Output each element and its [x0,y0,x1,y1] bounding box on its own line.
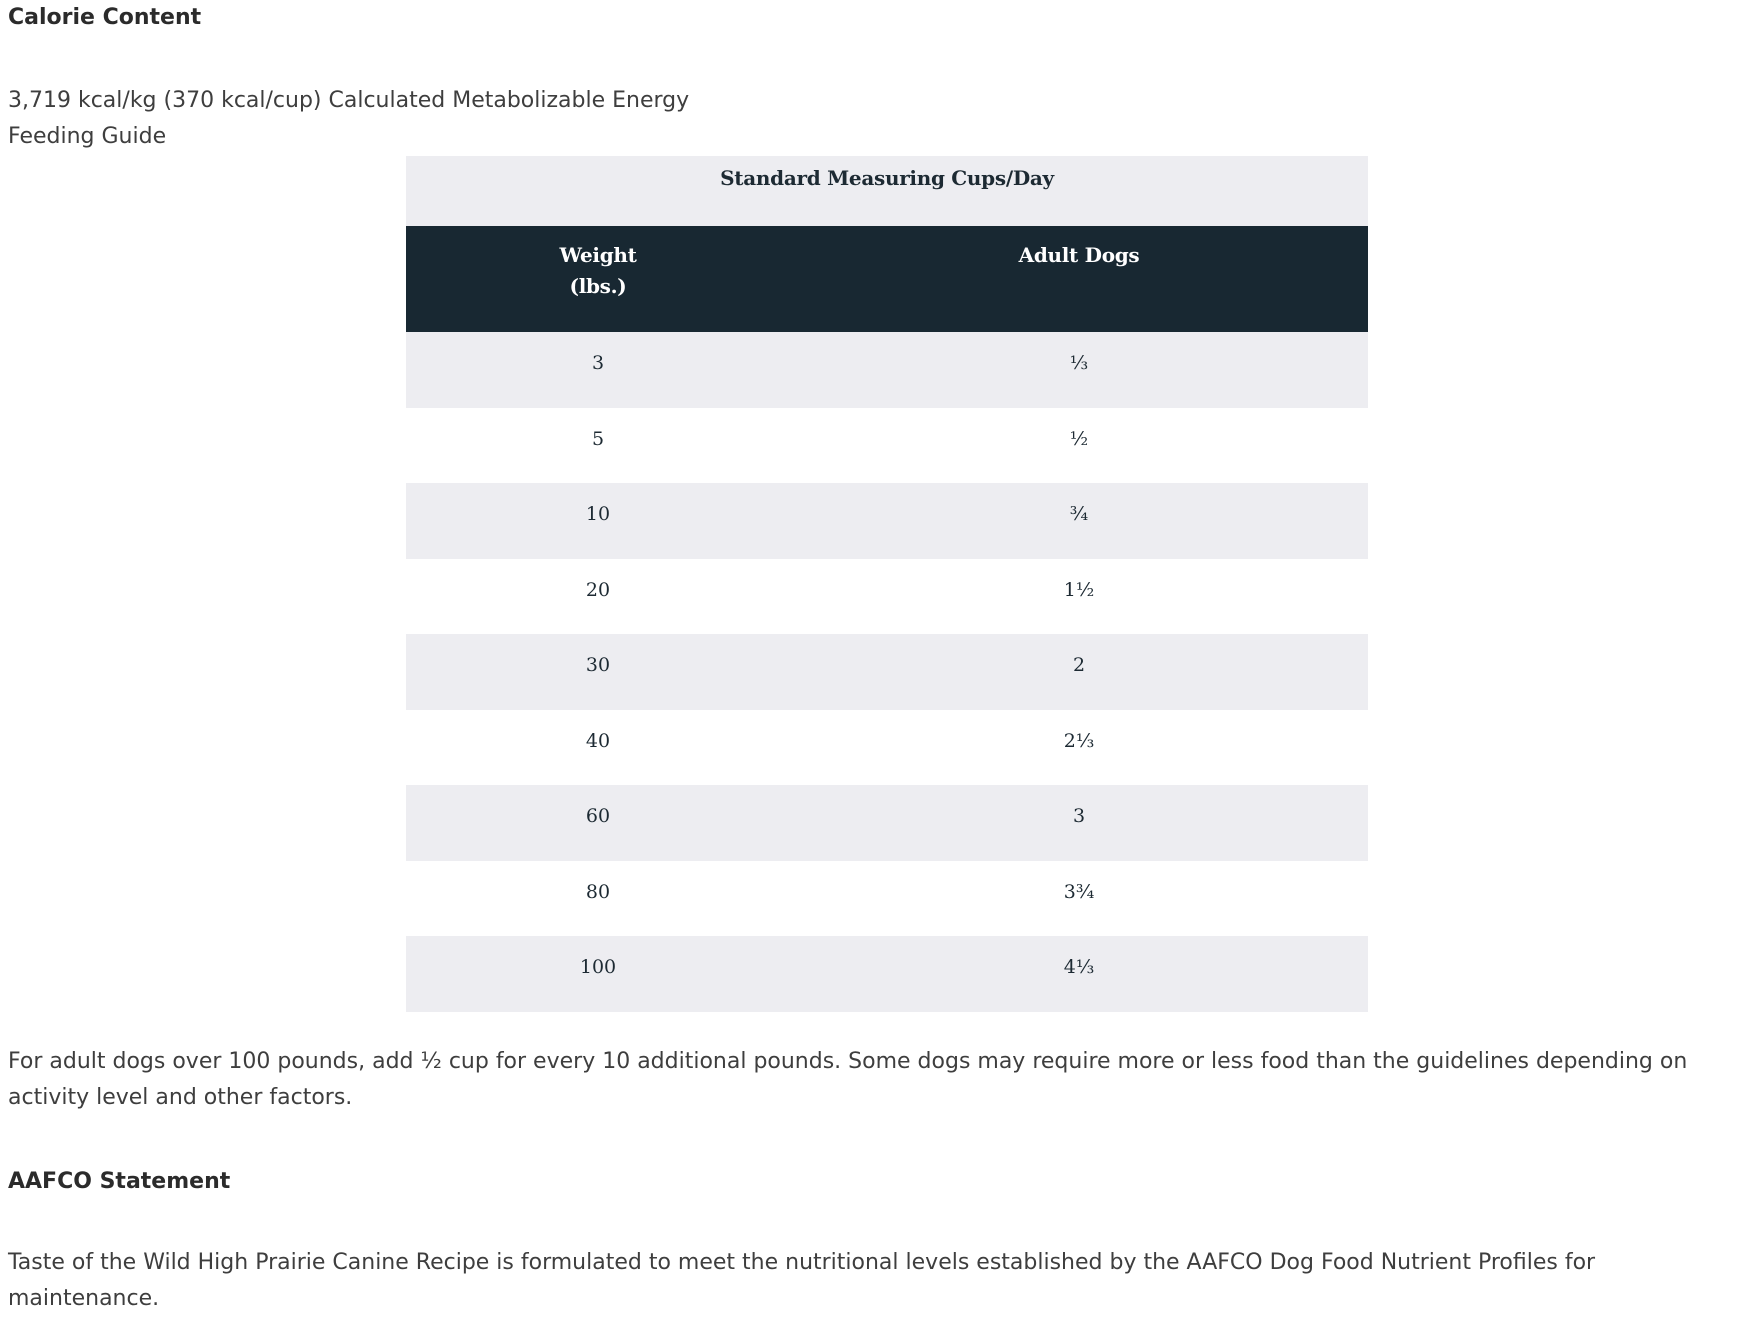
table-row [406,634,1368,710]
calorie-content-heading: Calorie Content [8,5,202,30]
weight-cell: 40 [585,729,611,752]
feeding-table-header [406,226,1368,332]
adult-dogs-column-header: Adult Dogs [1018,243,1140,267]
weight-header-line1: Weight [559,243,637,267]
weight-cell: 3 [591,352,605,374]
calorie-content-text: 3,719 kcal/kg (370 kcal/cup) Calculated Metabolizable Energy [8,88,690,113]
cups-cell: ½ [1069,427,1089,450]
cups-cell: 2⅓ [1063,729,1095,752]
cups-cell: 1½ [1063,578,1095,601]
table-row [406,936,1368,1012]
cups-cell: ⅓ [1069,352,1089,374]
weight-column-header [406,226,790,332]
table-row [406,332,1368,408]
weight-cell: 20 [585,578,611,601]
weight-cell: 80 [585,880,611,903]
aafco-statement-text: Taste of the Wild High Prairie Canine Recipe is formulated to meet the nutritional levels established by the AAFCO Dog Food Nutrient Profiles for maintenance. [8,1250,1596,1311]
table-row [406,861,1368,937]
weight-cell: 10 [585,503,611,525]
weight-cell: 30 [585,654,611,676]
aafco-statement-heading: AAFCO Statement [8,1169,231,1194]
table-row [406,785,1368,861]
weight-cell: 100 [579,956,617,978]
weight-cell: 60 [585,805,611,827]
table-row [406,710,1368,786]
table-row [406,559,1368,635]
feeding-table [406,156,1368,1008]
feeding-guide-label: Feeding Guide [8,124,167,149]
cups-cell: 2 [1072,654,1086,676]
table-row [406,408,1368,484]
cups-cell: 3¾ [1063,880,1095,903]
weight-header-line2: (lbs.) [569,274,627,298]
cups-cell: 3 [1072,805,1086,827]
feeding-table-caption: Standard Measuring Cups/Day [406,156,1368,226]
weight-cell: 5 [591,427,605,450]
cups-cell: 4⅓ [1063,956,1095,978]
cups-cell: ¾ [1069,503,1089,525]
table-row [406,483,1368,559]
adult-dogs-note: For adult dogs over 100 pounds, add ½ cup for every 10 additional pounds. Some dogs may require more or less food than the guidelines depending on activity level and other factors. [8,1049,1688,1110]
